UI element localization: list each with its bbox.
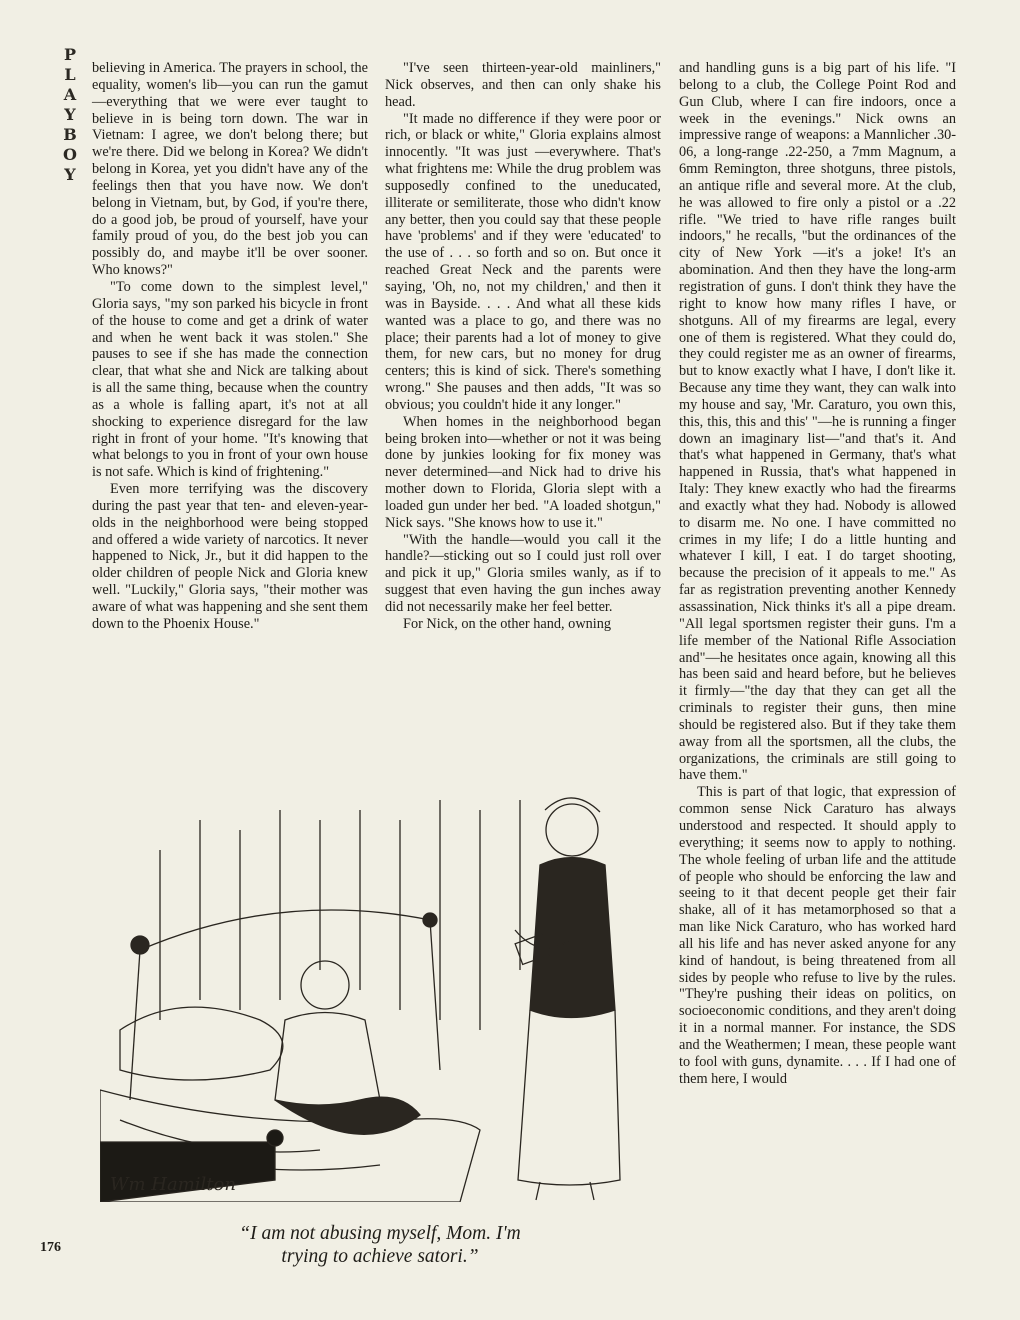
paragraph: believing in America. The prayers in school, the equality, women's lib—you can run the gamut—everything that we were ever taught to believe in is being torn down. The war in Vietnam: I agree, we don't belong there; but we're there. Did we belong in Korea? We didn't belong in Korea, yet you didn't have any of the feelings then that you have now. We don't belong in Vietnam, but, by God, if you're there, do a good job, be proud of yourself, have your family proud of you, do the best job you can possibly do, and maybe it'll be over sooner. Who knows?"	[92, 60, 368, 279]
bedpost-knob	[423, 913, 437, 927]
artist-signature: Wm Hamilton	[110, 1174, 236, 1195]
mag-letter: Y	[64, 105, 78, 124]
paragraph: This is part of that logic, that expression of common sense Nick Caraturo has always understood and respected. It should apply to everything; it seems now to apply to nothing. The whole feeling of urban life and the attitude of people who should be enforcing the law and seeing to it that decent people get their fair shake, all of it has metamorphosed so that a man like Nick Caraturo, who has worked hard all his life and has never asked anyone for any kind of handout, is being threatened from all sides by people who refuse to live by the rules. "They're pushing their ideas on politics, on socioeconomic conditions, and they aren't doing it in a normal manner. For instance, the SDS and the Weathermen; I mean, these people want to fool with guns, dynamite. . . . If I had one of them here, I would	[679, 784, 956, 1087]
paragraph: "It made no difference if they were poor or rich, or black or white," Gloria explains almost innocently. "It was just —everywhere. That's what frightens me: While the drug problem was supposedly confined to the uneducated, illiterate or semiliterate, those who didn't know any better, then you could say that these people have 'problems' and if they were 'educated' to the use of . . . so forth and so on. But once it reached Great Neck and the parents were saying, 'Oh, no, not my children,' and then it was in Bayside. . . . And what all these kids wanted was a place to go, and there was no place; their parents had a lot of money to give them, for new cars, but no money for drug centers; this is kind of sick. There's something wrong." She pauses and then adds, "It was so obvious; you couldn't hide it any longer."	[385, 110, 661, 413]
paragraph: "With the handle—would you call it the handle?—sticking out so I could just roll over and pick it up," Gloria smiles wanly, as if to suggest that even having the gun inches away did not necessarily make her feel better.	[385, 531, 661, 615]
mother-skirt	[518, 1010, 620, 1185]
paragraph: "To come down to the simplest level," Gloria says, "my son parked his bicycle in front of the house to come and get a drink of water and when he went back it was stolen." She pauses to see if she has made the connection clear, that what she and Nick are talking about is all the same thing, because when the country as a whole is falling apart, it's not at all shocking to experience disregard for the law right in front of your home. "It's knowing that what belongs to you in front of your own house is not safe. Which is kind of frightening."	[92, 278, 368, 481]
boy-torso	[275, 1013, 380, 1108]
mag-letter: Y	[64, 165, 78, 184]
boy-head	[301, 961, 349, 1009]
page-number: 176	[40, 1240, 61, 1255]
caption-line: trying to achieve satori.”	[281, 1246, 479, 1267]
magazine-name-vertical	[60, 45, 82, 185]
bedpost-knob	[131, 936, 149, 954]
headboard	[140, 910, 440, 1070]
text-column-2	[385, 60, 661, 633]
mag-letter: L	[64, 65, 78, 84]
text-column-3	[679, 60, 956, 1087]
mother-cardigan	[530, 858, 615, 1018]
mag-letter: B	[63, 125, 79, 144]
mag-letter: O	[63, 145, 79, 164]
mag-letter: P	[63, 45, 79, 64]
paragraph: "I've seen thirteen-year-old mainliners," Nick observes, and then can only shake his head.	[385, 60, 661, 110]
cartoon-illustration	[100, 770, 660, 1202]
text-column-1	[92, 60, 368, 633]
mother-hair	[545, 798, 600, 812]
paragraph: When homes in the neighborhood began being broken into—whether or not it was being done by junkies looking for fix money was never determined—and Nick had to drive his mother down to Florida, Gloria slept with a loaded gun under her bed. "A loaded shotgun," Nick says. "She knows how to use it."	[385, 413, 661, 531]
mother-leg	[536, 1182, 540, 1200]
mag-letter: A	[63, 85, 79, 104]
pillow	[120, 1007, 283, 1080]
paragraph: For Nick, on the other hand, owning	[403, 615, 612, 632]
cartoon-caption	[170, 1222, 590, 1268]
caption-line: “I am not abusing myself, Mom. I'm	[239, 1223, 521, 1244]
paragraph: Even more terrifying was the discovery during the past year that ten- and eleven-year-olds in the neighborhood were being stopped and offered a wide variety of narcotics. It never happened to Nick, Jr., but it did happen to the older children of people Nick and Gloria knew well. "Luckily," Gloria says, "their mother was aware of what was happening and she sent them down to the Phoenix House."	[92, 481, 368, 632]
boy-legs	[275, 1097, 420, 1134]
footboard-knob	[267, 1130, 283, 1146]
mother-head	[546, 804, 598, 856]
mother-leg	[590, 1182, 594, 1200]
paragraph: and handling guns is a big part of his life. "I belong to a club, the College Point Rod and Gun Club, where I can fire indoors, once a week in the evenings." Nick owns an impressive range of weapons: a Mannlicher .30-06, a long-range .22-250, a 7mm Magnum, a 6mm Remington, three shotguns, three pistols, an antique rifle and several more. At the club, he was allowed to fire only a pistol or a .22 rifle. "We tried to have rifle ranges built indoors," he recalls, "but the ordinances of the city of New York —it's a joke! It's an abomination. And then they have the long-arm registration of guns. I don't think they have the right to know how many rifles I have, or shotguns. All of my firearms are legal, every one of them is registered. What they could do, they could register me as an owner of firearms, but to know exactly what I have, I don't like it. Because any time they want, they can walk into my house and say, 'Mr. Caraturo, you own this, this, this, this and this' "—he is running a finger down an imaginary list—"and that's it. And that's what happened in Germany, that's what happened in Russia, that's what happened in Italy: They knew exactly who had the firearms and exactly what they had. Nobody is allowed to disarm me. No one. I have committed no crimes in my life; I do a little hunting and whatever I kill, I eat. I do target shooting, because the precision of it appeals to me." As far as registration preventing another Kennedy assassination, Nick thinks it's all a pipe dream. "All legal sportsmen register their guns. I'm a life member of the National Rifle Association and"—he hesitates once again, knowing all this has been said and heard before, but he believes it firmly—"the day that they can get all the criminals to register their guns, then mine should be registered also. But if they take them away from all the sportsmen, all the clubs, the organizations, the criminals are still going to have them."	[679, 60, 956, 784]
bedpost	[130, 950, 140, 1100]
